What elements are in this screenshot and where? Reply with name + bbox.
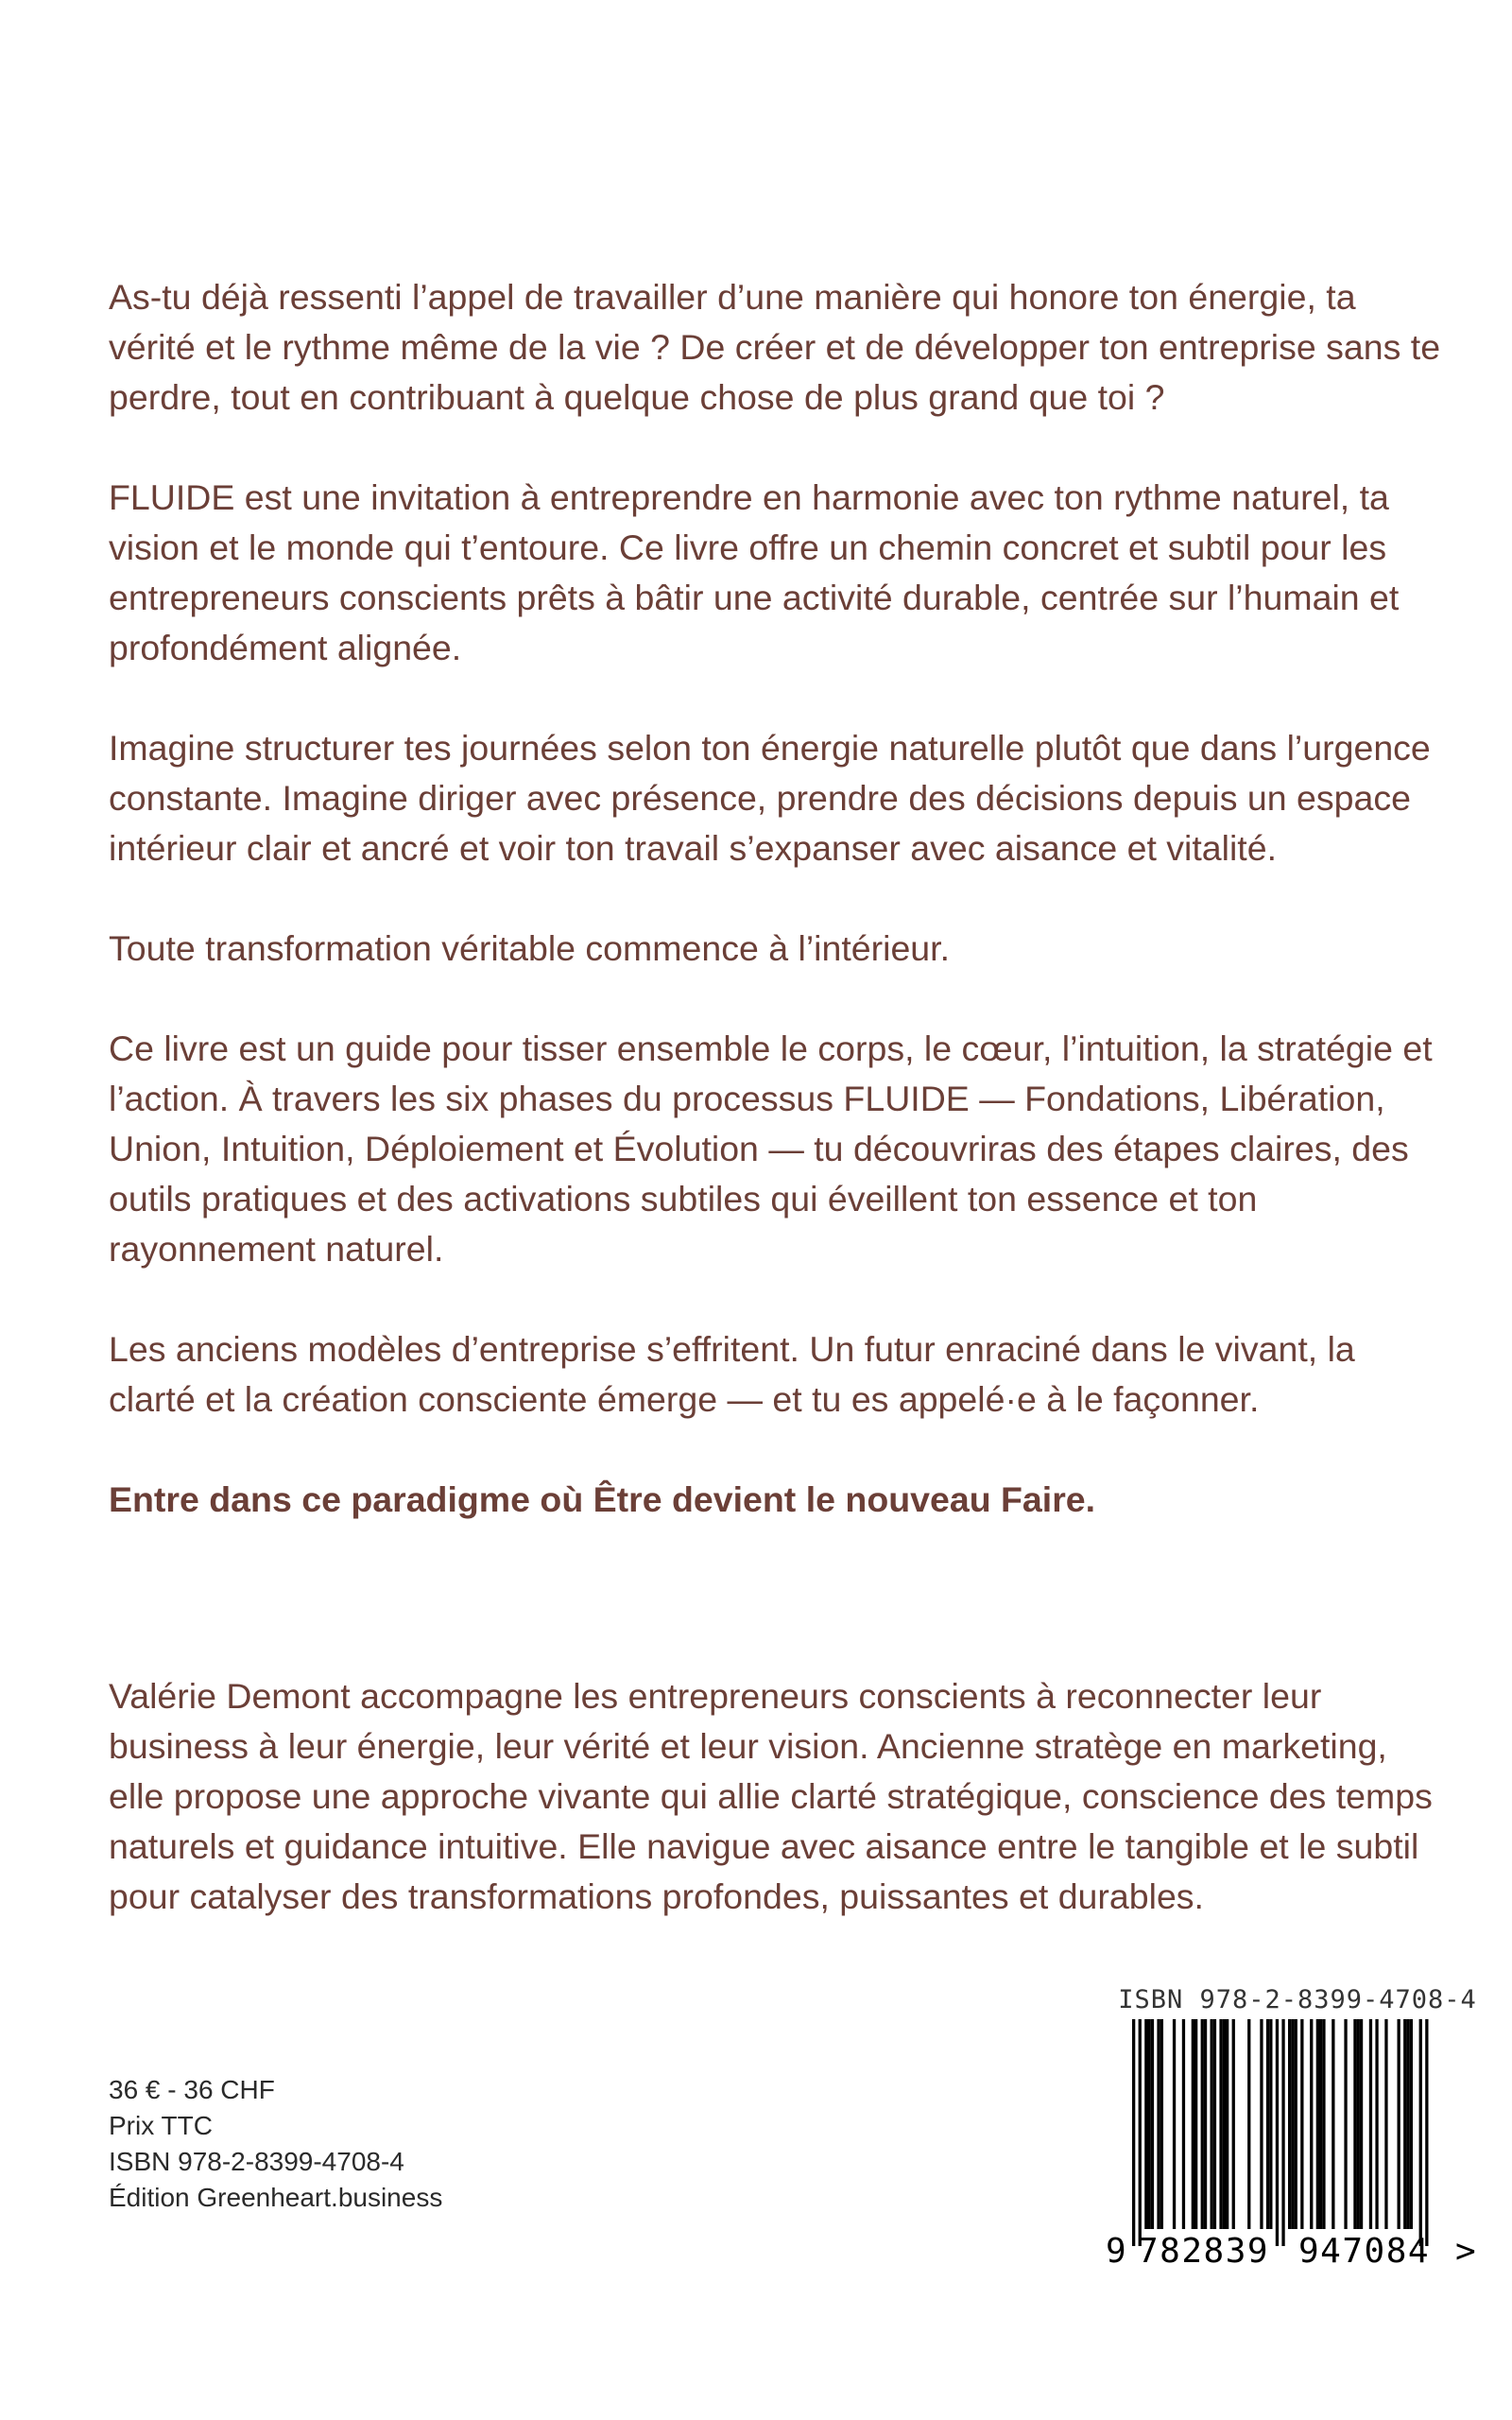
barcode-bar	[1213, 2019, 1216, 2229]
barcode-digit-first: 9	[1106, 2232, 1126, 2271]
barcode-bar	[1219, 2019, 1222, 2229]
blurb	[109, 272, 1441, 1575]
barcode-bar	[1269, 2019, 1272, 2229]
barcode-bar	[1322, 2019, 1325, 2229]
barcode-bar	[1369, 2019, 1372, 2229]
blurb-paragraph-3: Imagine structurer tes journées selon ton énergie naturelle plutôt que dans l’urgence constante. Imagine diriger avec présence, prendre des décisions depuis un espace intérieur clair et ancré et voir ton travail s’expanser avec aisance et vitalité.	[109, 728, 1431, 868]
barcode-bar	[1144, 2019, 1147, 2229]
blurb-paragraph-5: Ce livre est un guide pour tisser ensemble le corps, le cœur, l’intuition, la stratégie et l’action. À travers les six phases du processus FLUIDE — Fondations, Libération, Union, Intuition, Déploiement et Évolution — tu découvriras des étapes claires, des outils pratiques et des activations subtiles qui éveillent ton essence et ton rayonnement naturel.	[109, 1028, 1433, 1269]
isbn-text: ISBN 978-2-8399-4708-4	[109, 2147, 404, 2176]
barcode-bar	[1384, 2019, 1387, 2229]
barcode-bar	[1332, 2019, 1334, 2229]
barcode-bar	[1151, 2019, 1154, 2229]
barcode-guard-bar	[1419, 2019, 1422, 2246]
barcode-guard-bar	[1139, 2019, 1142, 2246]
barcode-bar	[1204, 2019, 1207, 2229]
barcode-digits-left: 782839	[1138, 2232, 1270, 2271]
barcode-arrow: >	[1455, 2232, 1476, 2271]
barcode-bar	[1148, 2019, 1151, 2229]
barcode-bar	[1223, 2019, 1226, 2229]
barcode-bar	[1182, 2019, 1185, 2229]
barcode-bar	[1295, 2019, 1297, 2229]
blurb-paragraph-6: Les anciens modèles d’entreprise s’effritent. Un futur enraciné dans le vivant, la clarté et la création consciente émerge — et tu es appelé·e à le façonner.	[109, 1329, 1355, 1419]
blurb-paragraph-4: Toute transformation véritable commence à l’intérieur.	[109, 928, 951, 968]
barcode-bar	[1357, 2019, 1360, 2229]
barcode-bar	[1266, 2019, 1269, 2229]
author-bio: Valérie Demont accompagne les entrepreneurs conscients à reconnecter leur business à leur énergie, leur vérité et leur vision. Ancienne stratège en marketing, elle propose une approche vivante qui allie clarté stratégique, conscience des temps naturels et guidance intuitive. Elle navigue avec aisance entre le tangible et le subtil pour catalyser des transformations profondes, puissantes et durables.	[109, 1676, 1433, 1916]
closing-statement: Entre dans ce paradigme où Être devient le nouveau Faire.	[109, 1479, 1096, 1519]
barcode-digits-right: 947084	[1298, 2232, 1431, 2271]
barcode-bar	[1319, 2019, 1322, 2229]
barcode-bar	[1406, 2019, 1409, 2229]
barcode-bar	[1173, 2019, 1176, 2229]
barcode-bar	[1201, 2019, 1204, 2229]
barcode-bar	[1398, 2019, 1400, 2229]
barcode-image	[1104, 2019, 1491, 2246]
barcode-bar	[1157, 2019, 1160, 2229]
barcode-bar	[1291, 2019, 1294, 2229]
barcode-bar	[1288, 2019, 1291, 2229]
blurb-paragraph-2: FLUIDE est une invitation à entreprendre en harmonie avec ton rythme naturel, ta vision et le monde qui t’entoure. Ce livre offre un chemin concret et subtil pour les entrepreneurs conscients prêts à bâtir une activité durable, centrée sur l’humain et profondément alignée.	[109, 477, 1400, 667]
barcode-isbn-label: ISBN 978-2-8399-4708-4	[1118, 1985, 1477, 2014]
barcode-bar	[1247, 2019, 1250, 2229]
barcode-bar	[1410, 2019, 1413, 2229]
blurb-paragraph-1: As-tu déjà ressenti l’appel de travailler d’une manière qui honore ton énergie, ta vérité et le rythme même de la vie ? De créer et de développer ton entreprise sans te perdre, tout en contribuant à quelque chose de plus grand que toi ?	[109, 277, 1441, 417]
barcode-bar	[1260, 2019, 1263, 2229]
barcode-guard-bar	[1425, 2019, 1428, 2246]
barcode-bar	[1232, 2019, 1235, 2229]
barcode-bar	[1316, 2019, 1319, 2229]
tax-note: Prix TTC	[109, 2111, 213, 2140]
barcode-guard-bar	[1132, 2019, 1135, 2246]
barcode-block	[1104, 1985, 1491, 2288]
barcode-bar	[1160, 2019, 1163, 2229]
price: 36 € - 36 CHF	[109, 2075, 275, 2104]
barcode-bar	[1375, 2019, 1378, 2229]
barcode-bar	[1192, 2019, 1194, 2229]
barcode-bar	[1360, 2019, 1363, 2229]
barcode-bar	[1226, 2019, 1228, 2229]
publisher: Édition Greenheart.business	[109, 2183, 443, 2212]
barcode-bar	[1353, 2019, 1356, 2229]
barcode-guard-bar	[1276, 2019, 1279, 2246]
barcode-guard-bar	[1281, 2019, 1284, 2246]
barcode-bar	[1344, 2019, 1347, 2229]
barcode-bar	[1194, 2019, 1197, 2229]
barcode-bar	[1211, 2019, 1213, 2229]
barcode-bar	[1403, 2019, 1406, 2229]
publication-info	[109, 2072, 676, 2216]
barcode-bar	[1300, 2019, 1303, 2229]
barcode-bar	[1310, 2019, 1313, 2229]
